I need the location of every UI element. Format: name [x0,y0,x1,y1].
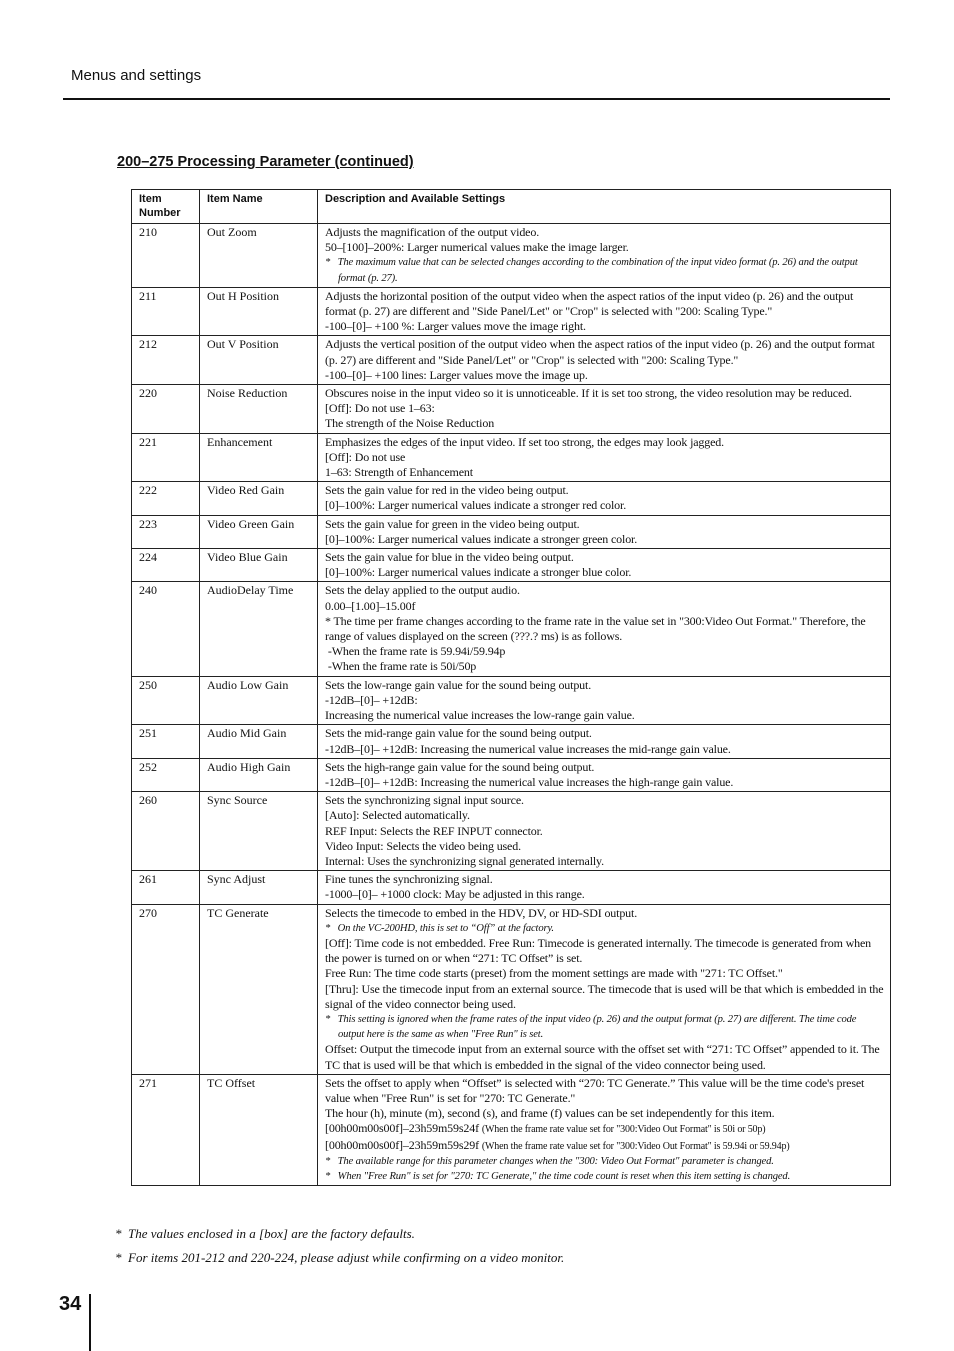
description-line [325,532,884,547]
table-row [132,904,891,1074]
description-text: -12dB–[0]– +12dB: Increasing the numerical value increases the mid-range gain value. [325,741,731,756]
header-rule [63,98,890,100]
item-name-cell: Video Green Gain [200,515,318,548]
description-text: [0]–100%: Larger numerical values indicate a stronger red color. [325,498,627,513]
table-row [132,224,891,288]
description-note [325,921,884,936]
item-name-cell: Sync Source [200,792,318,871]
description-line [325,906,884,921]
description-line [325,319,884,334]
column-header-item-number: Item Number [132,190,200,224]
item-name-cell: Video Blue Gain [200,549,318,582]
description-cell [318,725,891,758]
item-number-cell: 224 [132,549,200,582]
description-line [325,498,884,513]
item-number-cell: 261 [132,871,200,904]
item-name-cell: Sync Adjust [200,871,318,904]
running-header: Menus and settings [71,67,202,84]
table-row [132,758,891,791]
description-text: [0]–100%: Larger numerical values indicate a stronger blue color. [325,565,632,580]
description-line [325,678,884,693]
description-line [325,483,884,498]
description-text: [Off]: Time code is not embedded. Free Run: Timecode is generated internally. The timecode is generated from when the power is turned on or when “271: TC Offset” is set. [325,935,872,966]
description-text: -When the frame rate is 50i/50p [325,659,477,674]
description-text: Internal: Uses the synchronizing signal generated internally. [325,853,604,868]
description-line [325,225,884,240]
description-line [325,401,884,416]
description-text: [00h00m00s00f]–23h59m59s24f [325,1121,479,1136]
footnote-video-monitor: * For items 201-212 and 220-224, please adjust while confirming on a video monitor. [115,1250,565,1265]
description-cell [318,224,891,288]
description-line [325,337,884,367]
description-line [325,386,884,401]
description-text: Adjusts the magnification of the output video. [325,225,540,239]
item-number-cell: 221 [132,433,200,482]
description-line [325,550,884,565]
description-line [325,1106,884,1121]
description-line [325,793,884,808]
description-line [325,659,884,674]
description-line [325,726,884,741]
item-name-cell: Enhancement [200,433,318,482]
description-line [325,708,884,723]
item-name-cell: Audio Mid Gain [200,725,318,758]
description-text: Sets the offset to apply when “Offset” is selected with “270: TC Generate.” This value will be the time code's preset value when "Free Run" is set for "270: TC Generate." [325,1075,865,1105]
description-cell [318,482,891,515]
table-row [132,582,891,676]
item-number-cell: 210 [132,224,200,288]
description-line [325,1121,884,1137]
table-row [132,336,891,385]
description-text: -100–[0]– +100 %: Larger values move the image right. [325,319,586,334]
description-text: Sets the gain value for green in the video being output. [325,516,580,531]
description-cell [318,904,891,1074]
description-line [325,966,884,981]
description-text: [Auto]: Selected automatically. [325,808,470,823]
description-line [325,416,884,431]
table-row [132,549,891,582]
description-line [325,289,884,319]
description-cell [318,871,891,904]
item-number-cell: 240 [132,582,200,676]
item-name-cell: TC Generate [200,904,318,1074]
description-text: [Off]: Do not use [325,449,406,464]
item-number-cell: 270 [132,904,200,1074]
description-text: Sets the delay applied to the output audio. [325,583,520,598]
table-row [132,287,891,336]
description-cell [318,515,891,548]
table-row [132,871,891,904]
description-text: -12dB–[0]– +12dB: [325,692,418,707]
description-text: -1000–[0]– +1000 clock: May be adjusted in this range. [325,887,585,902]
description-text: Sets the low-range gain value for the sound being output. [325,677,592,692]
description-line [325,517,884,532]
description-line [325,583,884,598]
description-text: Free Run: The time code starts (preset) from the moment settings are made with "271: TC Offset." [325,966,783,981]
description-text: * This setting is ignored when the frame rates of the input video (p. 26) and the output format (p. 27) are different. The time code output here is the same as when "Free Run" is set. [325,1013,857,1041]
item-number-cell: 211 [132,287,200,336]
description-cell [318,336,891,385]
description-text: Adjusts the vertical position of the output video when the aspect ratios of the input video (p. 26) and the output format (p. 27) are different and "Side Panel/Let" or "Crop" is selected with "200: Scaling Type." [325,337,875,367]
description-text: -12dB–[0]– +12dB: Increasing the numerical value increases the high-range gain value. [325,774,734,789]
section-title: 200–275 Processing Parameter (continued) [117,154,414,170]
description-line [325,565,884,580]
description-cell [318,287,891,336]
footnote-factory-defaults: * The values enclosed in a [box] are the factory defaults. [115,1226,415,1241]
description-line [325,775,884,790]
description-note [325,1012,884,1042]
description-small-note: (When the frame rate value set for "300:Video Out Format" is 50i or 50p) [481,1124,766,1136]
description-text: Sets the mid-range gain value for the sound being output. [325,726,592,741]
table-row [132,725,891,758]
item-name-cell: AudioDelay Time [200,582,318,676]
table-row [132,676,891,725]
item-name-cell: Noise Reduction [200,385,318,434]
parameter-table [131,189,891,1186]
description-note [325,1154,884,1169]
description-text: Offset: Output the timecode input from an external source with the offset set with “271: TC Offset” appended to it. The TC that is used will be that which is embedded in the signal of the video connector being used. [325,1042,880,1072]
description-line [325,839,884,854]
item-number-cell: 252 [132,758,200,791]
description-text: The strength of the Noise Reduction [325,416,495,431]
description-line [325,465,884,480]
description-note [325,255,884,285]
description-text: The hour (h), minute (m), second (s), and frame (f) values can be set independently for this item. [325,1106,775,1121]
table-row [132,1074,891,1185]
description-text: [Off]: Do not use 1–63: [325,401,435,416]
column-header-description: Description and Available Settings [318,190,891,224]
description-line [325,887,884,902]
description-cell [318,549,891,582]
description-text: -When the frame rate is 59.94i/59.94p [325,644,506,659]
description-text: Sets the high-range gain value for the sound being output. [325,759,595,774]
item-number-cell: 220 [132,385,200,434]
description-text: Selects the timecode to embed in the HDV, DV, or HD-SDI output. [325,905,638,920]
item-name-cell: Out Zoom [200,224,318,288]
description-line [325,435,884,450]
table-header-row [132,190,891,224]
description-cell [318,758,891,791]
page-number: 34 [59,1293,82,1315]
description-text: Sets the gain value for red in the video being output. [325,483,569,498]
description-text: [0]–100%: Larger numerical values indicate a stronger green color. [325,531,638,546]
description-cell [318,792,891,871]
description-text: Emphasizes the edges of the input video. If set too strong, the edges may look jagged. [325,434,725,449]
item-name-cell: Out V Position [200,336,318,385]
description-text: Adjusts the horizontal position of the output video when the aspect ratios of the input video (p. 26) and the output format (p. 27) are different and "Side Panel/Let" or "Crop" is selected with "200: Scaling Type." [325,288,854,319]
table-row [132,482,891,515]
item-number-cell: 212 [132,336,200,385]
table-row [132,792,891,871]
description-text: REF Input: Selects the REF INPUT connector. [325,823,543,838]
item-number-cell: 223 [132,515,200,548]
description-text: Increasing the numerical value increases the low-range gain value. [325,708,635,723]
description-line [325,450,884,465]
description-cell [318,582,891,676]
description-line [325,599,884,614]
table-row [132,515,891,548]
item-name-cell: TC Offset [200,1074,318,1185]
description-cell [318,433,891,482]
description-text: * The time per frame changes according to the frame rate in the value set in "300:Video Out Format." Therefore, the range of values displayed on the screen (???.? ms) is as follows. [325,613,866,644]
description-line [325,936,884,966]
description-line [325,854,884,869]
item-number-cell: 250 [132,676,200,725]
table-body [132,224,891,1186]
description-note [325,1169,884,1184]
description-text: Sets the synchronizing signal input source. [325,793,524,808]
description-line [325,240,884,255]
description-cell [318,1074,891,1185]
item-name-cell: Out H Position [200,287,318,336]
description-text: Obscures noise in the input video so it is unnoticeable. If it is set too strong, the video resolution may be reduced. [325,386,852,401]
description-cell [318,676,891,725]
description-text: Sets the gain value for blue in the video being output. [325,550,574,565]
description-small-note: (When the frame rate value set for "300:Video Out Format" is 59.94i or 59.94p) [481,1140,790,1152]
description-line [325,982,884,1012]
description-cell [318,385,891,434]
description-text: * The maximum value that can be selected changes according to the combination of the input video format (p. 26) and the output format (p. 27). [325,257,858,284]
item-name-cell: Audio High Gain [200,758,318,791]
item-number-cell: 260 [132,792,200,871]
description-text: -100–[0]– +100 lines: Larger values move the image up. [325,367,588,382]
item-name-cell: Video Red Gain [200,482,318,515]
description-text: * When "Free Run" is set for "270: TC Generate," the time code count is reset when this item setting is changed. [325,1170,791,1182]
description-text: * On the VC-200HD, this is set to “Off” at the factory. [325,922,554,934]
description-line [325,760,884,775]
description-text: Fine tunes the synchronizing signal. [325,872,493,887]
description-text: [Thru]: Use the timecode input from an external source. The timecode that is used will be that which is embedded in the signal of the video connector being used. [325,981,884,1011]
table-row [132,433,891,482]
description-line [325,368,884,383]
item-number-cell: 251 [132,725,200,758]
description-line [325,644,884,659]
description-line [325,742,884,757]
column-header-item-name: Item Name [200,190,318,224]
item-number-cell: 222 [132,482,200,515]
description-line [325,614,884,644]
page-number-rule [89,1294,91,1351]
description-line [325,808,884,823]
table-row [132,385,891,434]
description-line [325,1138,884,1154]
description-text: * The available range for this parameter changes when the "300: Video Out Format" parameter is changed. [325,1155,774,1167]
description-text: 50–[100]–200%: Larger numerical values make the image larger. [325,240,629,255]
description-text: Video Input: Selects the video being used. [325,838,521,853]
description-text: 1–63: Strength of Enhancement [325,465,473,480]
description-line [325,1042,884,1072]
description-text: [00h00m00s00f]–23h59m59s29f [325,1137,479,1152]
item-number-cell: 271 [132,1074,200,1185]
description-line [325,693,884,708]
item-name-cell: Audio Low Gain [200,676,318,725]
description-line [325,872,884,887]
description-line [325,1076,884,1106]
description-text: 0.00–[1.00]–15.00f [325,598,416,613]
description-line [325,824,884,839]
